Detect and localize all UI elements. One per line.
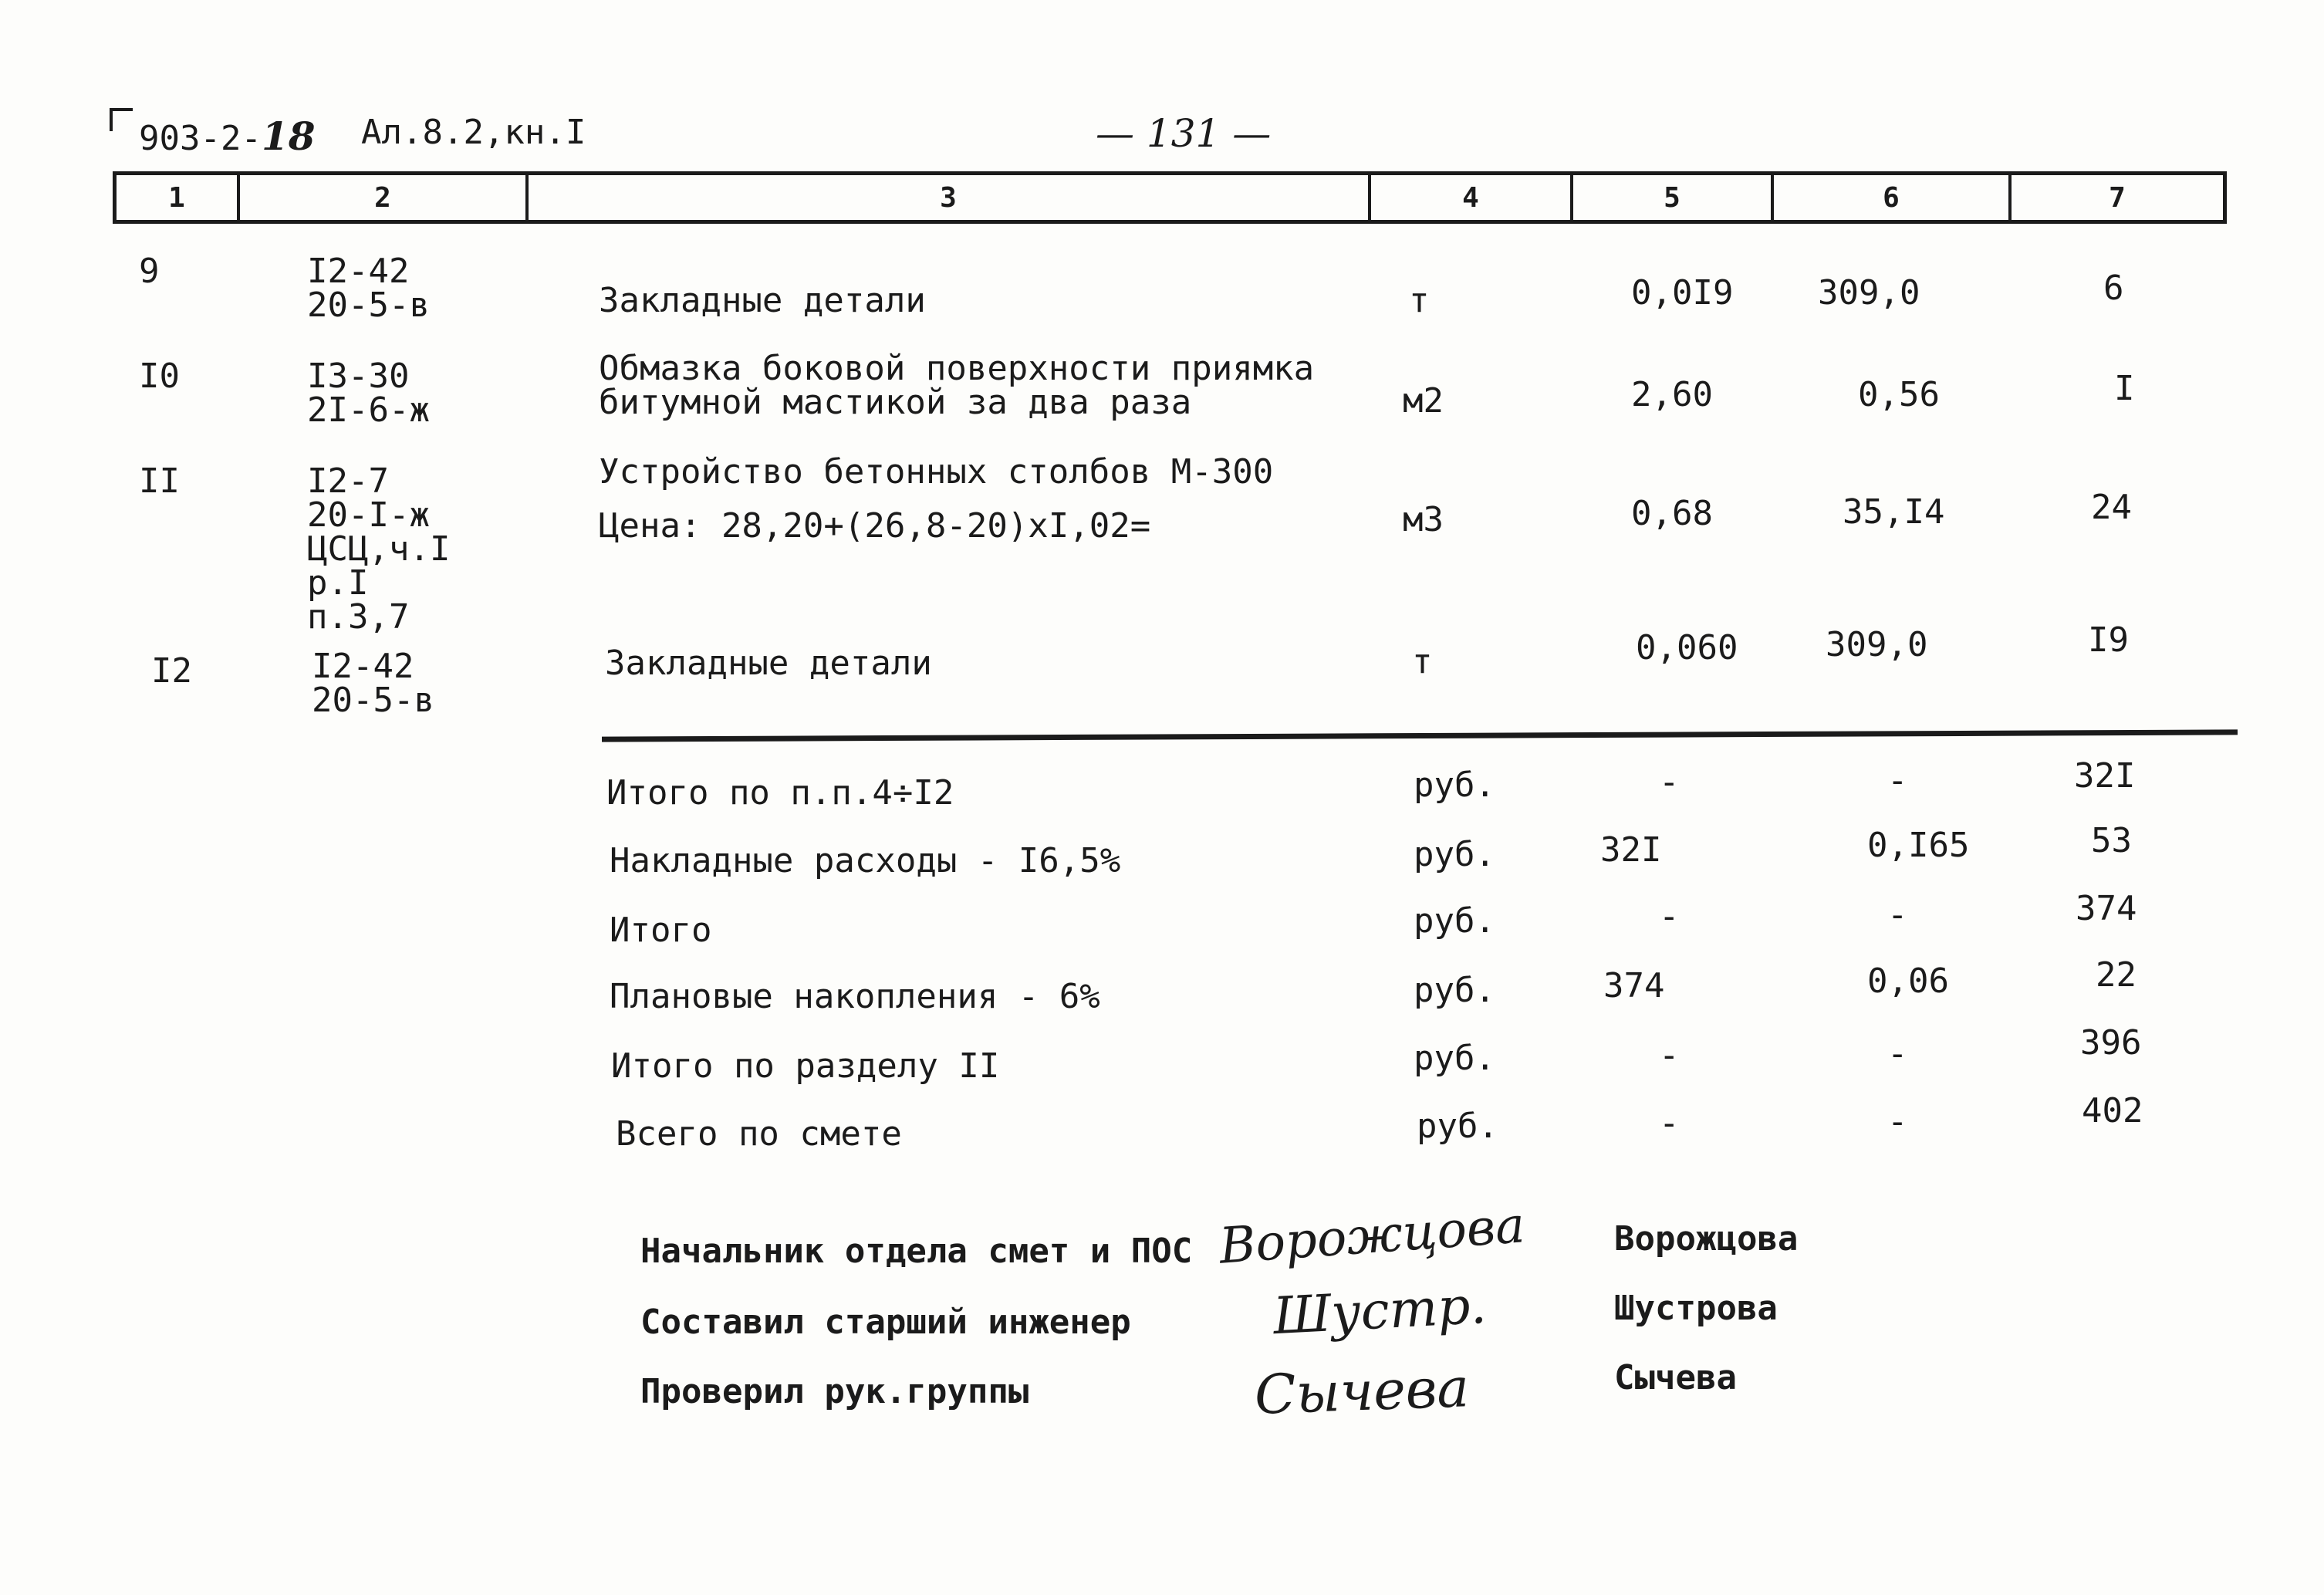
totals-rate: 0,06: [1867, 961, 1949, 1001]
totals-unit: руб.: [1414, 765, 1495, 805]
row-price: 309,0: [1818, 273, 1920, 313]
row-price: 35,I4: [1843, 492, 1945, 532]
totals-amount: 53: [2091, 821, 2132, 860]
row-number: 9: [139, 252, 160, 291]
column-header: 3: [529, 175, 1371, 220]
row-description: Обмазка боковой поверхности приямка: [599, 349, 1315, 388]
signature-role: Начальник отдела смет и ПОС: [640, 1232, 1193, 1271]
totals-label: Итого по разделу II: [611, 1046, 1000, 1086]
totals-amount: 22: [2096, 955, 2137, 995]
totals-amount: 32I: [2074, 756, 2136, 796]
row-number: II: [139, 461, 180, 501]
signature-autograph: Шустр.: [1272, 1275, 1488, 1347]
row-price: 309,0: [1826, 625, 1928, 664]
row-price: 0,56: [1858, 375, 1940, 414]
row-total: 6: [2103, 269, 2124, 308]
totals-base: -: [1659, 1103, 1680, 1143]
column-header: 2: [240, 175, 529, 220]
totals-base: 374: [1603, 966, 1665, 1005]
row-description: битумной мастикой за два раза: [599, 383, 1192, 422]
totals-label: Итого по п.п.4÷I2: [606, 773, 954, 813]
signature-autograph: Сычева: [1253, 1356, 1471, 1427]
row-description: Закладные детали: [599, 281, 926, 320]
row-code: ЦСЦ,ч.I: [307, 529, 451, 569]
row-description: Цена: 28,20+(26,8-20)хI,02=: [599, 506, 1151, 546]
totals-label: Итого: [610, 911, 712, 950]
row-code: 20-I-ж: [307, 495, 430, 535]
row-total: I: [2114, 369, 2135, 408]
column-header: 1: [117, 175, 240, 220]
row-unit: т: [1409, 281, 1430, 320]
totals-unit: руб.: [1417, 1107, 1498, 1146]
doc-code: 903-2-18: [139, 113, 316, 159]
album-ref: Ал.8.2,кн.I: [361, 113, 586, 152]
row-number: I0: [139, 357, 180, 396]
row-description: Закладные детали: [605, 644, 932, 683]
row-quantity: 0,0I9: [1631, 273, 1734, 313]
column-header: 6: [1774, 175, 2012, 220]
row-quantity: 0,68: [1631, 494, 1713, 533]
page-number: — 131 —: [1096, 111, 1272, 156]
column-header: 7: [2109, 181, 2126, 214]
row-code: 20-5-в: [307, 286, 430, 325]
totals-amount: 402: [2082, 1091, 2143, 1130]
row-code: 2I-6-ж: [307, 390, 430, 430]
totals-separator: [602, 729, 2238, 742]
signature-role: Составил старший инженер: [640, 1303, 1131, 1342]
totals-base: -: [1659, 762, 1680, 802]
row-unit: м2: [1403, 381, 1444, 421]
totals-rate: -: [1887, 1102, 1908, 1141]
row-unit: т: [1412, 642, 1433, 681]
signature-name: Шустрова: [1614, 1289, 1778, 1328]
totals-label: Всего по смете: [616, 1114, 902, 1154]
row-code: I3-30: [307, 357, 410, 396]
totals-label: Плановые накопления - 6%: [610, 977, 1100, 1016]
totals-unit: руб.: [1414, 835, 1495, 874]
row-code: I2-7: [307, 461, 389, 501]
totals-unit: руб.: [1414, 971, 1495, 1010]
row-code: I2-42: [312, 647, 414, 686]
row-total: I9: [2088, 620, 2129, 660]
column-header: 4: [1371, 175, 1573, 220]
totals-amount: 396: [2080, 1023, 2142, 1063]
row-total: 24: [2091, 488, 2132, 527]
totals-amount: 374: [2076, 889, 2137, 928]
totals-unit: руб.: [1414, 1039, 1495, 1078]
column-header-row: [113, 171, 2227, 224]
row-unit: м3: [1403, 500, 1444, 539]
totals-unit: руб.: [1414, 901, 1495, 941]
totals-base: 32I: [1600, 830, 1662, 870]
totals-rate: -: [1887, 895, 1908, 934]
row-number: I2: [151, 651, 192, 691]
totals-rate: 0,I65: [1867, 826, 1970, 865]
signature-name: Ворожцова: [1614, 1219, 1799, 1259]
signature-autograph: Ворожцова: [1217, 1197, 1527, 1276]
row-description: Устройство бетонных столбов М-300: [599, 452, 1274, 492]
row-code: I2-42: [307, 252, 410, 291]
totals-label: Накладные расходы - I6,5%: [610, 841, 1121, 880]
corner-mark: [110, 108, 133, 131]
row-quantity: 0,060: [1636, 628, 1738, 667]
signature-role: Проверил рук.группы: [640, 1372, 1029, 1411]
row-code: р.I: [307, 563, 369, 603]
totals-rate: -: [1887, 761, 1908, 800]
totals-rate: -: [1887, 1034, 1908, 1073]
row-code: 20-5-в: [312, 681, 434, 720]
column-header: 5: [1573, 175, 1774, 220]
signature-name: Сычева: [1614, 1358, 1737, 1397]
totals-base: -: [1659, 1036, 1680, 1075]
totals-base: -: [1659, 897, 1680, 936]
row-quantity: 2,60: [1631, 375, 1713, 414]
row-code: п.3,7: [307, 597, 410, 637]
